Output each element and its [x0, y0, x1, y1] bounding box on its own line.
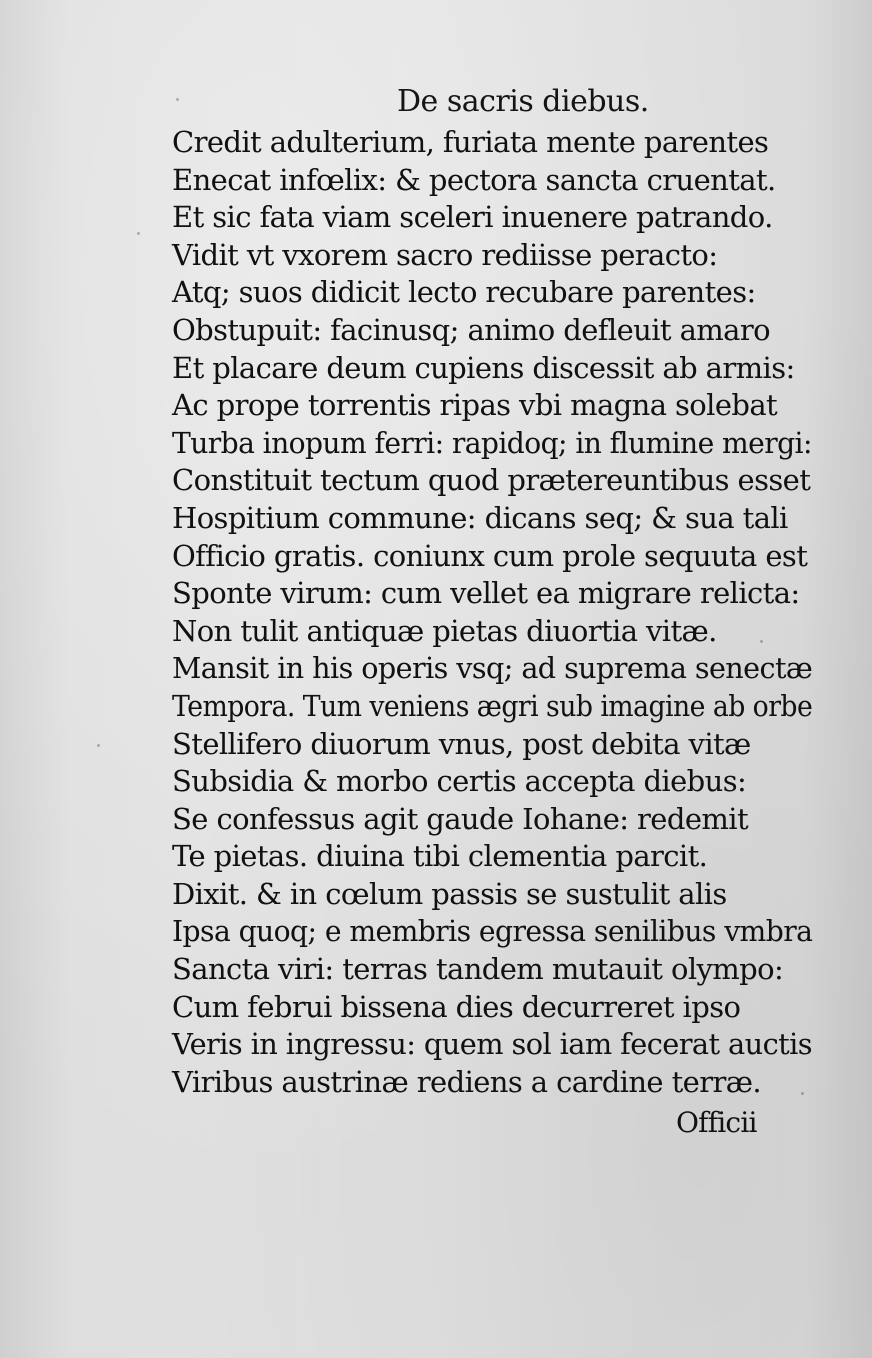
- text-line: Subsidia & morbo certis accepta diebus:: [172, 764, 747, 799]
- paper-speck: [97, 744, 100, 747]
- text-line: Ac prope torrentis ripas vbi magna solebat: [172, 388, 778, 423]
- verse-text: [172, 124, 812, 1101]
- text-line: Et sic fata viam sceleri inuenere patrando.: [172, 200, 773, 235]
- text-line: Constituit tectum quod prætereuntibus esset: [172, 463, 811, 498]
- text-line: Hospitium commune: dicans seq; & sua tali: [172, 500, 788, 535]
- text-line: Stellifero diuorum vnus, post debita vitæ: [172, 726, 751, 761]
- text-line: Veris in ingressu: quem sol iam fecerat auctis: [172, 1027, 812, 1062]
- text-line: Enecat infœlix: & pectora sancta cruentat.: [172, 162, 776, 197]
- text-line: Officio gratis. coniunx cum prole sequuta est: [172, 538, 808, 573]
- text-line: Te pietas. diuina tibi clementia parcit.: [172, 839, 708, 874]
- text-line: Credit adulterium, furiata mente parentes: [172, 125, 769, 159]
- text-line: Ipsa quoq; e membris egressa senilibus vmbra: [172, 914, 813, 949]
- text-line: Vidit vt vxorem sacro rediisse peracto:: [172, 237, 718, 272]
- page-header: De sacris diebus.: [397, 84, 649, 119]
- text-line: Cum februi bissena dies decurreret ipso: [172, 989, 741, 1024]
- text-line: Mansit in his operis vsq; ad suprema senectæ: [172, 651, 813, 686]
- catchword: Officii: [676, 1106, 757, 1139]
- text-line: Se confessus agit gaude Iohane: redemit: [172, 801, 749, 836]
- text-line: Turba inopum ferri: rapidoq; in flumine mergi:: [172, 425, 812, 460]
- text-line: Dixit. & in cœlum passis se sustulit alis: [172, 876, 727, 911]
- text-line: Sancta viri: terras tandem mutauit olympo:: [172, 952, 784, 987]
- text-line: Viribus austrinæ rediens a cardine terræ.: [172, 1064, 762, 1099]
- paper-speck: [176, 98, 179, 101]
- text-line: Et placare deum cupiens discessit ab armis:: [172, 350, 795, 385]
- text-line: Tempora. Tum veniens ægri sub imagine ab orbe: [172, 688, 813, 723]
- paper-speck: [137, 232, 140, 235]
- text-line: Non tulit antiquæ pietas diuortia vitæ.: [172, 613, 717, 648]
- text-line: Sponte virum: cum vellet ea migrare relicta:: [172, 576, 800, 611]
- text-line: Atq; suos didicit lecto recubare parentes:: [172, 275, 756, 310]
- text-line: Obstupuit: facinusq; animo defleuit amaro: [172, 312, 770, 347]
